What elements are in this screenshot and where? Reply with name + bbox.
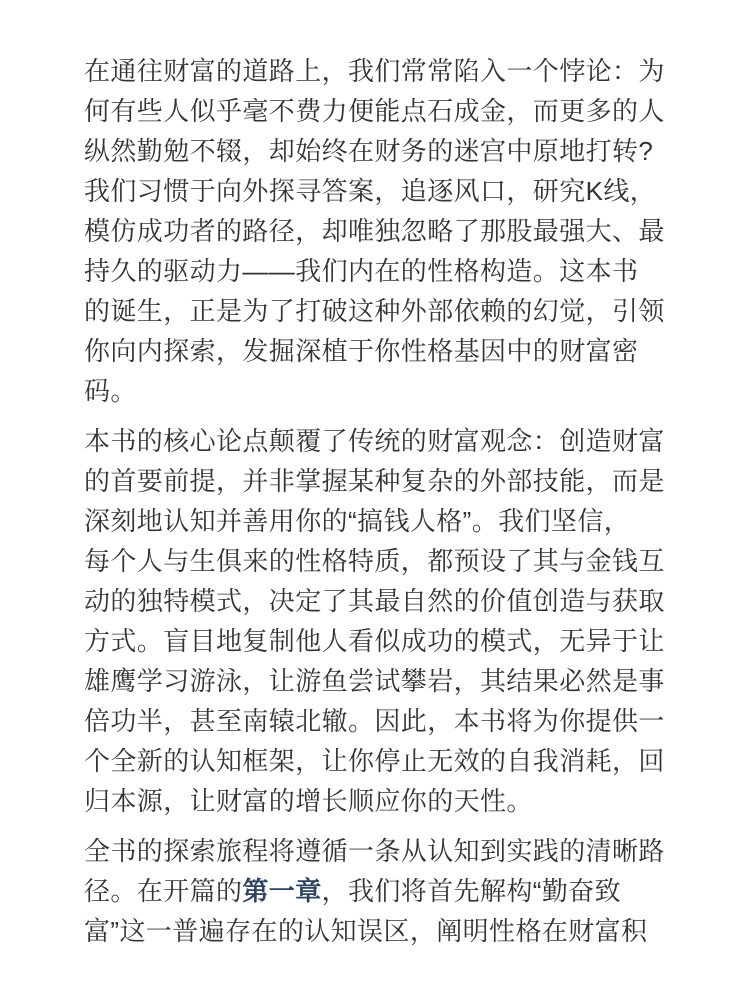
text-run: 的首要前提，并非掌握某种复杂的外部技能，而是 bbox=[84, 466, 665, 496]
text-line bbox=[84, 251, 684, 291]
text-line bbox=[84, 131, 684, 171]
chapter-ref: 第一章 bbox=[242, 876, 322, 906]
text-run: 深刻地认知并善用你的“搞钱人格”。我们坚信， bbox=[84, 506, 631, 536]
text-line bbox=[84, 421, 684, 461]
text-run: 个全新的认知框架，让你停止无效的自我消耗，回 bbox=[84, 746, 665, 776]
text-line bbox=[84, 91, 684, 131]
text-run: ，我们将首先解构“勤奋致 bbox=[321, 876, 622, 906]
text-run: 纵然勤勉不辍，却始终在财务的迷宫中原地打转? bbox=[84, 136, 654, 166]
text-run: 模仿成功者的路径，却唯独忽略了那股最强大、最 bbox=[84, 216, 665, 246]
text-line bbox=[84, 871, 684, 911]
text-run: 持久的驱动力——我们内在的性格构造。这本书 bbox=[84, 256, 639, 286]
text-run: 径。在开篇的 bbox=[84, 876, 243, 906]
text-run: 全书的探索旅程将遵循一条从认知到实践的清晰路 bbox=[84, 836, 665, 866]
article-body bbox=[84, 51, 684, 961]
text-run: 码。 bbox=[84, 376, 137, 406]
text-run: 归本源，让财富的增长顺应你的天性。 bbox=[84, 786, 533, 816]
text-line bbox=[84, 291, 684, 331]
text-line bbox=[84, 621, 684, 661]
text-line bbox=[84, 501, 684, 541]
paragraph bbox=[84, 51, 684, 411]
text-line bbox=[84, 541, 684, 581]
text-line bbox=[84, 171, 684, 211]
text-run: 在通往财富的道路上，我们常常陷入一个悖论：为 bbox=[84, 56, 665, 86]
text-run: 方式。盲目地复制他人看似成功的模式，无异于让 bbox=[84, 626, 665, 656]
paragraph bbox=[84, 421, 684, 821]
text-line bbox=[84, 461, 684, 501]
text-run: 我们习惯于向外探寻答案，追逐风口，研究K线， bbox=[84, 176, 657, 206]
text-run: 何有些人似乎毫不费力便能点石成金，而更多的人 bbox=[84, 96, 665, 126]
text-run: 富”这一普遍存在的认知误区，阐明性格在财富积 bbox=[84, 916, 648, 946]
text-run: 雄鹰学习游泳，让游鱼尝试攀岩，其结果必然是事 bbox=[84, 666, 665, 696]
text-run: 本书的核心论点颠覆了传统的财富观念：创造财富 bbox=[84, 426, 665, 456]
text-run: 你向内探索，发掘深植于你性格基因中的财富密 bbox=[84, 336, 639, 366]
text-line bbox=[84, 581, 684, 621]
text-line bbox=[84, 741, 684, 781]
text-run: 动的独特模式，决定了其最自然的价值创造与获取 bbox=[84, 586, 665, 616]
text-line bbox=[84, 211, 684, 251]
paragraph bbox=[84, 831, 684, 951]
text-line bbox=[84, 371, 684, 411]
text-run: 倍功半，甚至南辕北辙。因此，本书将为你提供一 bbox=[84, 706, 665, 736]
text-line bbox=[84, 661, 684, 701]
text-line bbox=[84, 331, 684, 371]
text-line bbox=[84, 51, 684, 91]
text-line bbox=[84, 781, 684, 821]
text-run: 每个人与生俱来的性格特质，都预设了其与金钱互 bbox=[84, 546, 665, 576]
text-line bbox=[84, 911, 684, 951]
text-line bbox=[84, 831, 684, 871]
text-run: 的诞生，正是为了打破这种外部依赖的幻觉，引领 bbox=[84, 296, 665, 326]
text-line bbox=[84, 701, 684, 741]
